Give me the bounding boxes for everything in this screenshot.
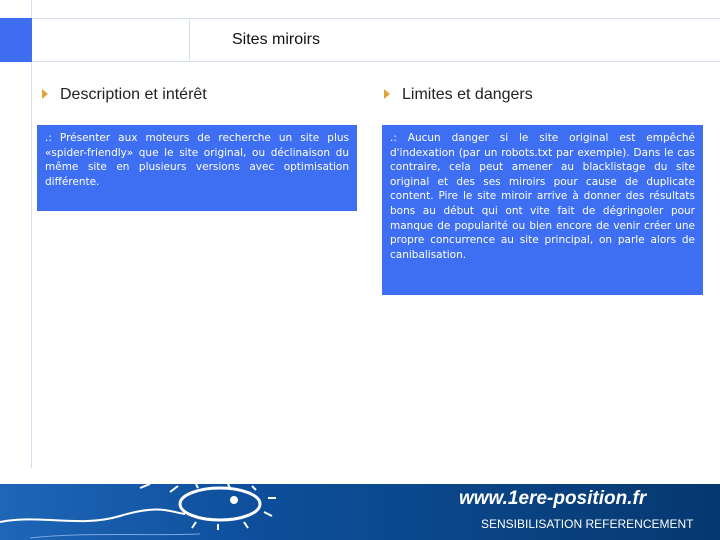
slide-title: Sites miroirs (232, 31, 321, 48)
sperm-graphic-icon (0, 484, 460, 540)
bullet-arrow-icon (384, 89, 390, 99)
title-accent-block (0, 18, 32, 62)
left-heading (42, 86, 207, 104)
title-bottom-rule (32, 61, 720, 62)
title-divider (189, 18, 190, 62)
left-heading-label: Description et intérêt (60, 86, 207, 103)
left-divider (31, 0, 32, 468)
title-top-rule (32, 18, 720, 19)
left-text-box: .: Présenter aux moteurs de recherche un site plus «spider-friendly» que le site original, ou déclinaison du même site en plusieurs versions avec optimisation différente. (37, 125, 357, 211)
footer-url: www.1ere-position.fr (459, 488, 647, 509)
right-heading (384, 86, 533, 104)
bullet-arrow-icon (42, 89, 48, 99)
footer-tagline: SENSIBILISATION REFERENCEMENT (481, 517, 694, 531)
right-heading-label: Limites et dangers (402, 86, 533, 103)
right-text-box: .: Aucun danger si le site original est empêché d'indexation (par un robots.txt par exemple). Dans le cas contraire, cela peut amener au blacklistage du site original et des ses miroirs pour cause de duplicate content. Pire le site miroir arrive à donner des résultats bons au début qui ont vite fait de dégringoler pour manque de popularité ou bien encore de venir créer une propre concurrence au site principal, on parle alors de canibalisation. (382, 125, 703, 295)
